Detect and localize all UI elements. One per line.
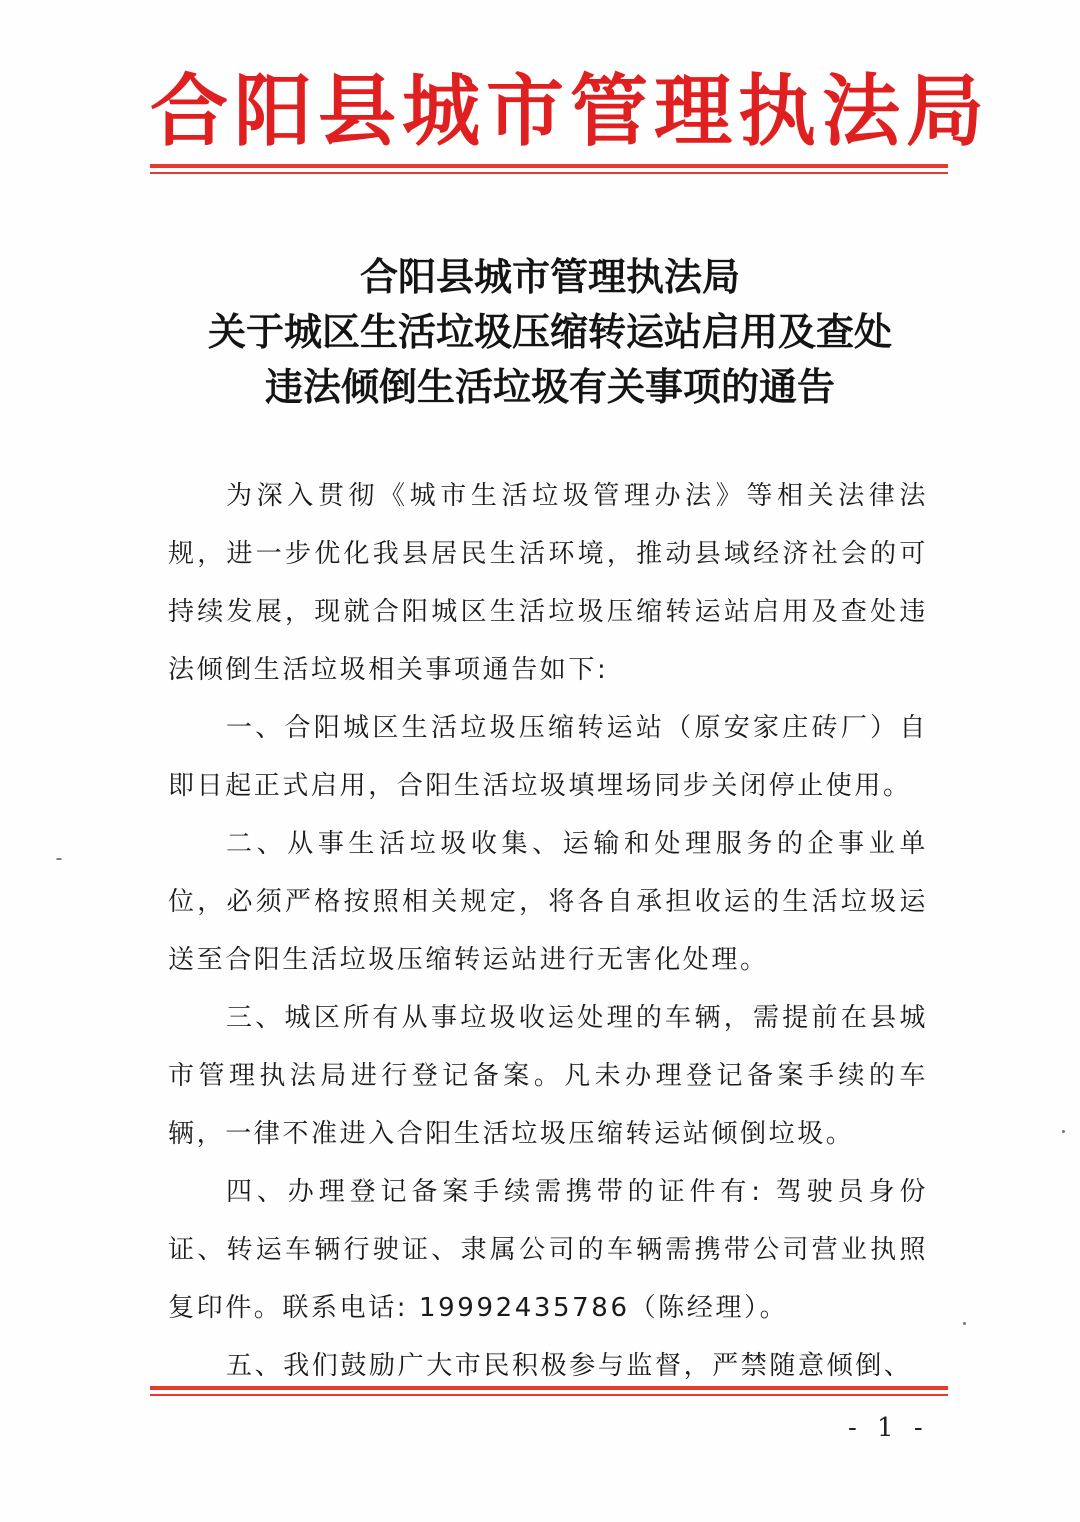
red-rule-thick-line bbox=[150, 164, 948, 168]
body-paragraph-item-4: 四、办理登记备案手续需携带的证件有: 驾驶员身份证、转运车辆行驶证、隶属公司的车辆需携带公司营业执照复印件。联系电话: 19992435786（陈经理）。 bbox=[168, 1177, 928, 1323]
body-paragraph-item-5: 五、我们鼓励广大市民积极参与监督，严禁随意倾倒、 bbox=[226, 1351, 913, 1381]
red-rule-thin-line bbox=[150, 1394, 948, 1396]
red-rule-thick-line bbox=[150, 1386, 948, 1390]
footer-red-rule bbox=[150, 1386, 948, 1398]
notice-title-line-3: 违法倾倒生活垃圾有关事项的通告 bbox=[264, 364, 835, 409]
notice-title-line-1: 合阳县城市管理执法局 bbox=[359, 254, 740, 299]
notice-title-line-2: 关于城区生活垃圾压缩转运站启用及查处 bbox=[207, 309, 892, 354]
notice-body bbox=[168, 467, 928, 1395]
body-paragraph-item-1: 一、合阳城区生活垃圾压缩转运站（原安家庄砖厂）自即日起正式启用，合阳生活垃圾填埋场同步关闭停止使用。 bbox=[168, 713, 928, 801]
red-rule-thin-line bbox=[150, 172, 948, 174]
body-paragraph-item-3: 三、城区所有从事垃圾收运处理的车辆，需提前在县城市管理执法局进行登记备案。凡未办理登记备案手续的车辆，一律不准进入合阳生活垃圾压缩转运站倾倒垃圾。 bbox=[168, 1003, 928, 1149]
body-paragraph-intro: 为深入贯彻《城市生活垃圾管理办法》等相关法律法规，进一步优化我县居民生活环境，推动县域经济社会的可持续发展，现就合阳城区生活垃圾压缩转运站启用及查处违法倾倒生活垃圾相关事项通告如下: bbox=[168, 481, 928, 685]
scan-speck bbox=[1062, 1130, 1065, 1133]
page-number: - 1 - bbox=[848, 1413, 929, 1443]
scan-speck bbox=[963, 1322, 966, 1325]
scan-speck bbox=[56, 858, 62, 860]
letterhead-org-name: 合阳县城市管理执法局 bbox=[150, 66, 991, 157]
letterhead-red-rule bbox=[150, 164, 948, 176]
body-paragraph-item-2: 二、从事生活垃圾收集、运输和处理服务的企事业单位，必须严格按照相关规定，将各自承担收运的生活垃圾运送至合阳生活垃圾压缩转运站进行无害化处理。 bbox=[168, 829, 928, 975]
